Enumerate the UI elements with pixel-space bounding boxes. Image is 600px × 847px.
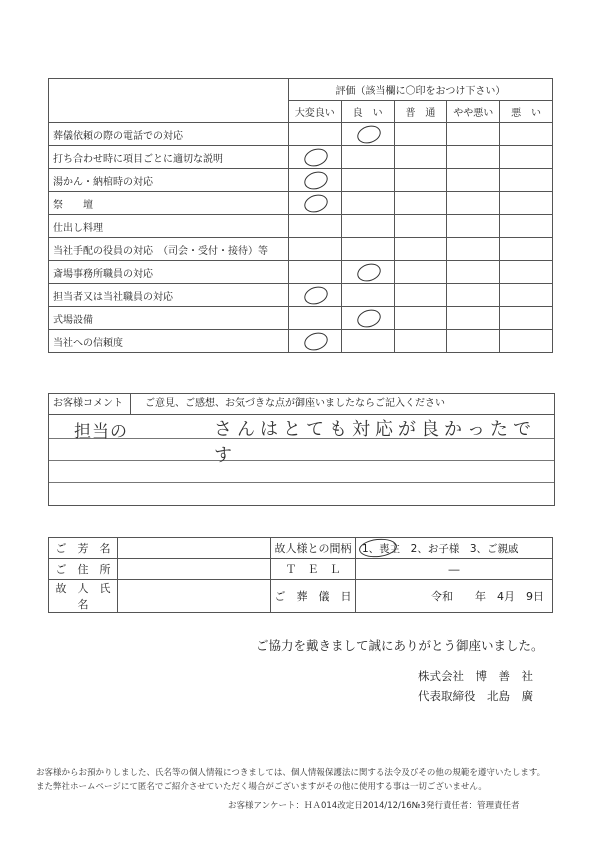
name-label: ご 芳 名: [49, 538, 118, 559]
handwritten-circle: [302, 146, 330, 170]
rating-cell[interactable]: [394, 123, 447, 146]
rating-cell[interactable]: [500, 238, 553, 261]
handwritten-circle: [302, 192, 330, 216]
rating-cell[interactable]: [394, 169, 447, 192]
company-name: 株式会社 博 善 社: [418, 669, 533, 683]
rating-cell[interactable]: [394, 146, 447, 169]
rating-cell[interactable]: [394, 192, 447, 215]
privacy-notice-1: お客様からお預かりしました、氏名等の個人情報につきましては、個人情報保護法に関する法令及びその他の規範を遵守いたします。: [36, 768, 546, 778]
evaluation-row: [49, 192, 553, 215]
funeral-date-value[interactable]: 令和 年 4月 9日: [356, 580, 553, 613]
row-label: 当社手配の役員の対応 （司会・受付・接待）等: [49, 238, 289, 261]
evaluation-row: [49, 284, 553, 307]
blank-header-cell: [49, 79, 289, 123]
rating-cell[interactable]: [447, 169, 500, 192]
rating-cell[interactable]: [288, 330, 341, 353]
rating-cell[interactable]: [341, 146, 394, 169]
column-header: 普 通: [394, 101, 447, 123]
rating-cell[interactable]: [500, 146, 553, 169]
evaluation-row: [49, 169, 553, 192]
rating-cell[interactable]: [447, 261, 500, 284]
rating-cell[interactable]: [341, 261, 394, 284]
row-label: 打ち合わせ時に項目ごとに適切な説明: [49, 146, 289, 169]
relation-options[interactable]: [356, 538, 553, 559]
rating-cell[interactable]: [447, 330, 500, 353]
rating-cell[interactable]: [500, 169, 553, 192]
column-header: やや悪い: [447, 101, 500, 123]
row-label: 担当者又は当社職員の対応: [49, 284, 289, 307]
rating-cell[interactable]: [288, 146, 341, 169]
rating-cell[interactable]: [500, 192, 553, 215]
rating-cell[interactable]: [341, 330, 394, 353]
privacy-notice-2: また弊社ホームページにて匿名でご紹介させていただく場合がございますがその他に使用する事は一切ございません。: [36, 782, 487, 792]
evaluation-row: [49, 238, 553, 261]
info-table: [48, 537, 553, 613]
tel-value[interactable]: ―: [356, 559, 553, 580]
rating-cell[interactable]: [447, 192, 500, 215]
row-label: 湯かん・納棺時の対応: [49, 169, 289, 192]
rating-cell[interactable]: [500, 307, 553, 330]
name-value[interactable]: [118, 538, 271, 559]
rating-cell[interactable]: [288, 307, 341, 330]
address-label: ご 住 所: [49, 559, 118, 580]
rating-cell[interactable]: [288, 215, 341, 238]
relation-label: 故人様との間柄: [271, 538, 356, 559]
rating-cell[interactable]: [447, 123, 500, 146]
rating-cell[interactable]: [341, 215, 394, 238]
rating-cell[interactable]: [288, 192, 341, 215]
row-label: 式場設備: [49, 307, 289, 330]
rating-cell[interactable]: [394, 215, 447, 238]
column-header: 良 い: [341, 101, 394, 123]
handwritten-circle: [355, 123, 383, 147]
rating-cell[interactable]: [341, 123, 394, 146]
evaluation-row: [49, 261, 553, 284]
handwritten-circle: [355, 261, 383, 285]
rating-cell[interactable]: [500, 284, 553, 307]
handwritten-circle: [302, 169, 330, 193]
handwritten-comment-1: 担当の: [74, 422, 128, 442]
evaluation-table: [48, 78, 553, 353]
form-code: お客様アンケート：ＨＡ014改定日2014/12/16№3発行責任者：管理責任者: [228, 801, 520, 811]
handwritten-circle: [355, 307, 383, 331]
row-label: 祭 壇: [49, 192, 289, 215]
evaluation-row: [49, 123, 553, 146]
deceased-value[interactable]: [118, 580, 271, 613]
evaluation-header: 評価（該当欄に〇印をおつけ下さい）: [288, 79, 552, 101]
evaluation-row: [49, 146, 553, 169]
rating-cell[interactable]: [500, 330, 553, 353]
rating-cell[interactable]: [288, 238, 341, 261]
rating-cell[interactable]: [288, 169, 341, 192]
rating-cell[interactable]: [394, 261, 447, 284]
handwritten-circle: [302, 330, 330, 354]
handwritten-circle: [358, 537, 398, 559]
rating-cell[interactable]: [447, 238, 500, 261]
rating-cell[interactable]: [394, 330, 447, 353]
column-header: 大変良い: [288, 101, 341, 123]
rating-cell[interactable]: [341, 238, 394, 261]
rating-cell[interactable]: [341, 192, 394, 215]
rating-cell[interactable]: [447, 146, 500, 169]
rating-cell[interactable]: [394, 284, 447, 307]
evaluation-rows: [49, 123, 553, 353]
evaluation-row: [49, 330, 553, 353]
relation-text: 1、喪主 2、お子様 3、ご親戚: [362, 542, 519, 555]
funeral-date-label: ご 葬 儀 日: [271, 580, 356, 613]
rating-cell[interactable]: [341, 284, 394, 307]
rating-cell[interactable]: [447, 307, 500, 330]
row-label: 斎場事務所職員の対応: [49, 261, 289, 284]
row-label: 当社への信頼度: [49, 330, 289, 353]
comment-prompt: ご意見、ご感想、お気づきな点が御座いましたならご記入ください: [145, 398, 445, 409]
rating-cell[interactable]: [394, 307, 447, 330]
comment-rule: [49, 482, 554, 483]
rating-cell[interactable]: [500, 215, 553, 238]
rating-cell[interactable]: [341, 169, 394, 192]
representative: 代表取締役 北島 廣: [418, 689, 533, 703]
rating-cell[interactable]: [500, 123, 553, 146]
rating-cell[interactable]: [288, 284, 341, 307]
evaluation-row: [49, 215, 553, 238]
rating-cell[interactable]: [447, 284, 500, 307]
tel-label: Ｔ Ｅ Ｌ: [271, 559, 356, 580]
rating-cell[interactable]: [341, 307, 394, 330]
rating-cell[interactable]: [447, 215, 500, 238]
thanks-message: ご協力を戴きまして誠にありがとう御座いました。: [256, 638, 544, 653]
row-label: 仕出し料理: [49, 215, 289, 238]
address-value[interactable]: [118, 559, 271, 580]
comment-label: お客様コメント: [49, 394, 131, 414]
rating-cell[interactable]: [288, 123, 341, 146]
comment-box: [48, 393, 555, 506]
column-header: 悪 い: [500, 101, 553, 123]
row-label: 葬儀依頼の際の電話での対応: [49, 123, 289, 146]
rating-cell[interactable]: [394, 238, 447, 261]
comment-header: [49, 394, 554, 415]
evaluation-row: [49, 307, 553, 330]
rating-cell[interactable]: [500, 261, 553, 284]
handwritten-circle: [302, 284, 330, 308]
handwritten-comment-2: さんはとても対応が良かったです: [214, 419, 536, 466]
rating-cell[interactable]: [288, 261, 341, 284]
deceased-label: 故 人 氏 名: [49, 580, 118, 613]
